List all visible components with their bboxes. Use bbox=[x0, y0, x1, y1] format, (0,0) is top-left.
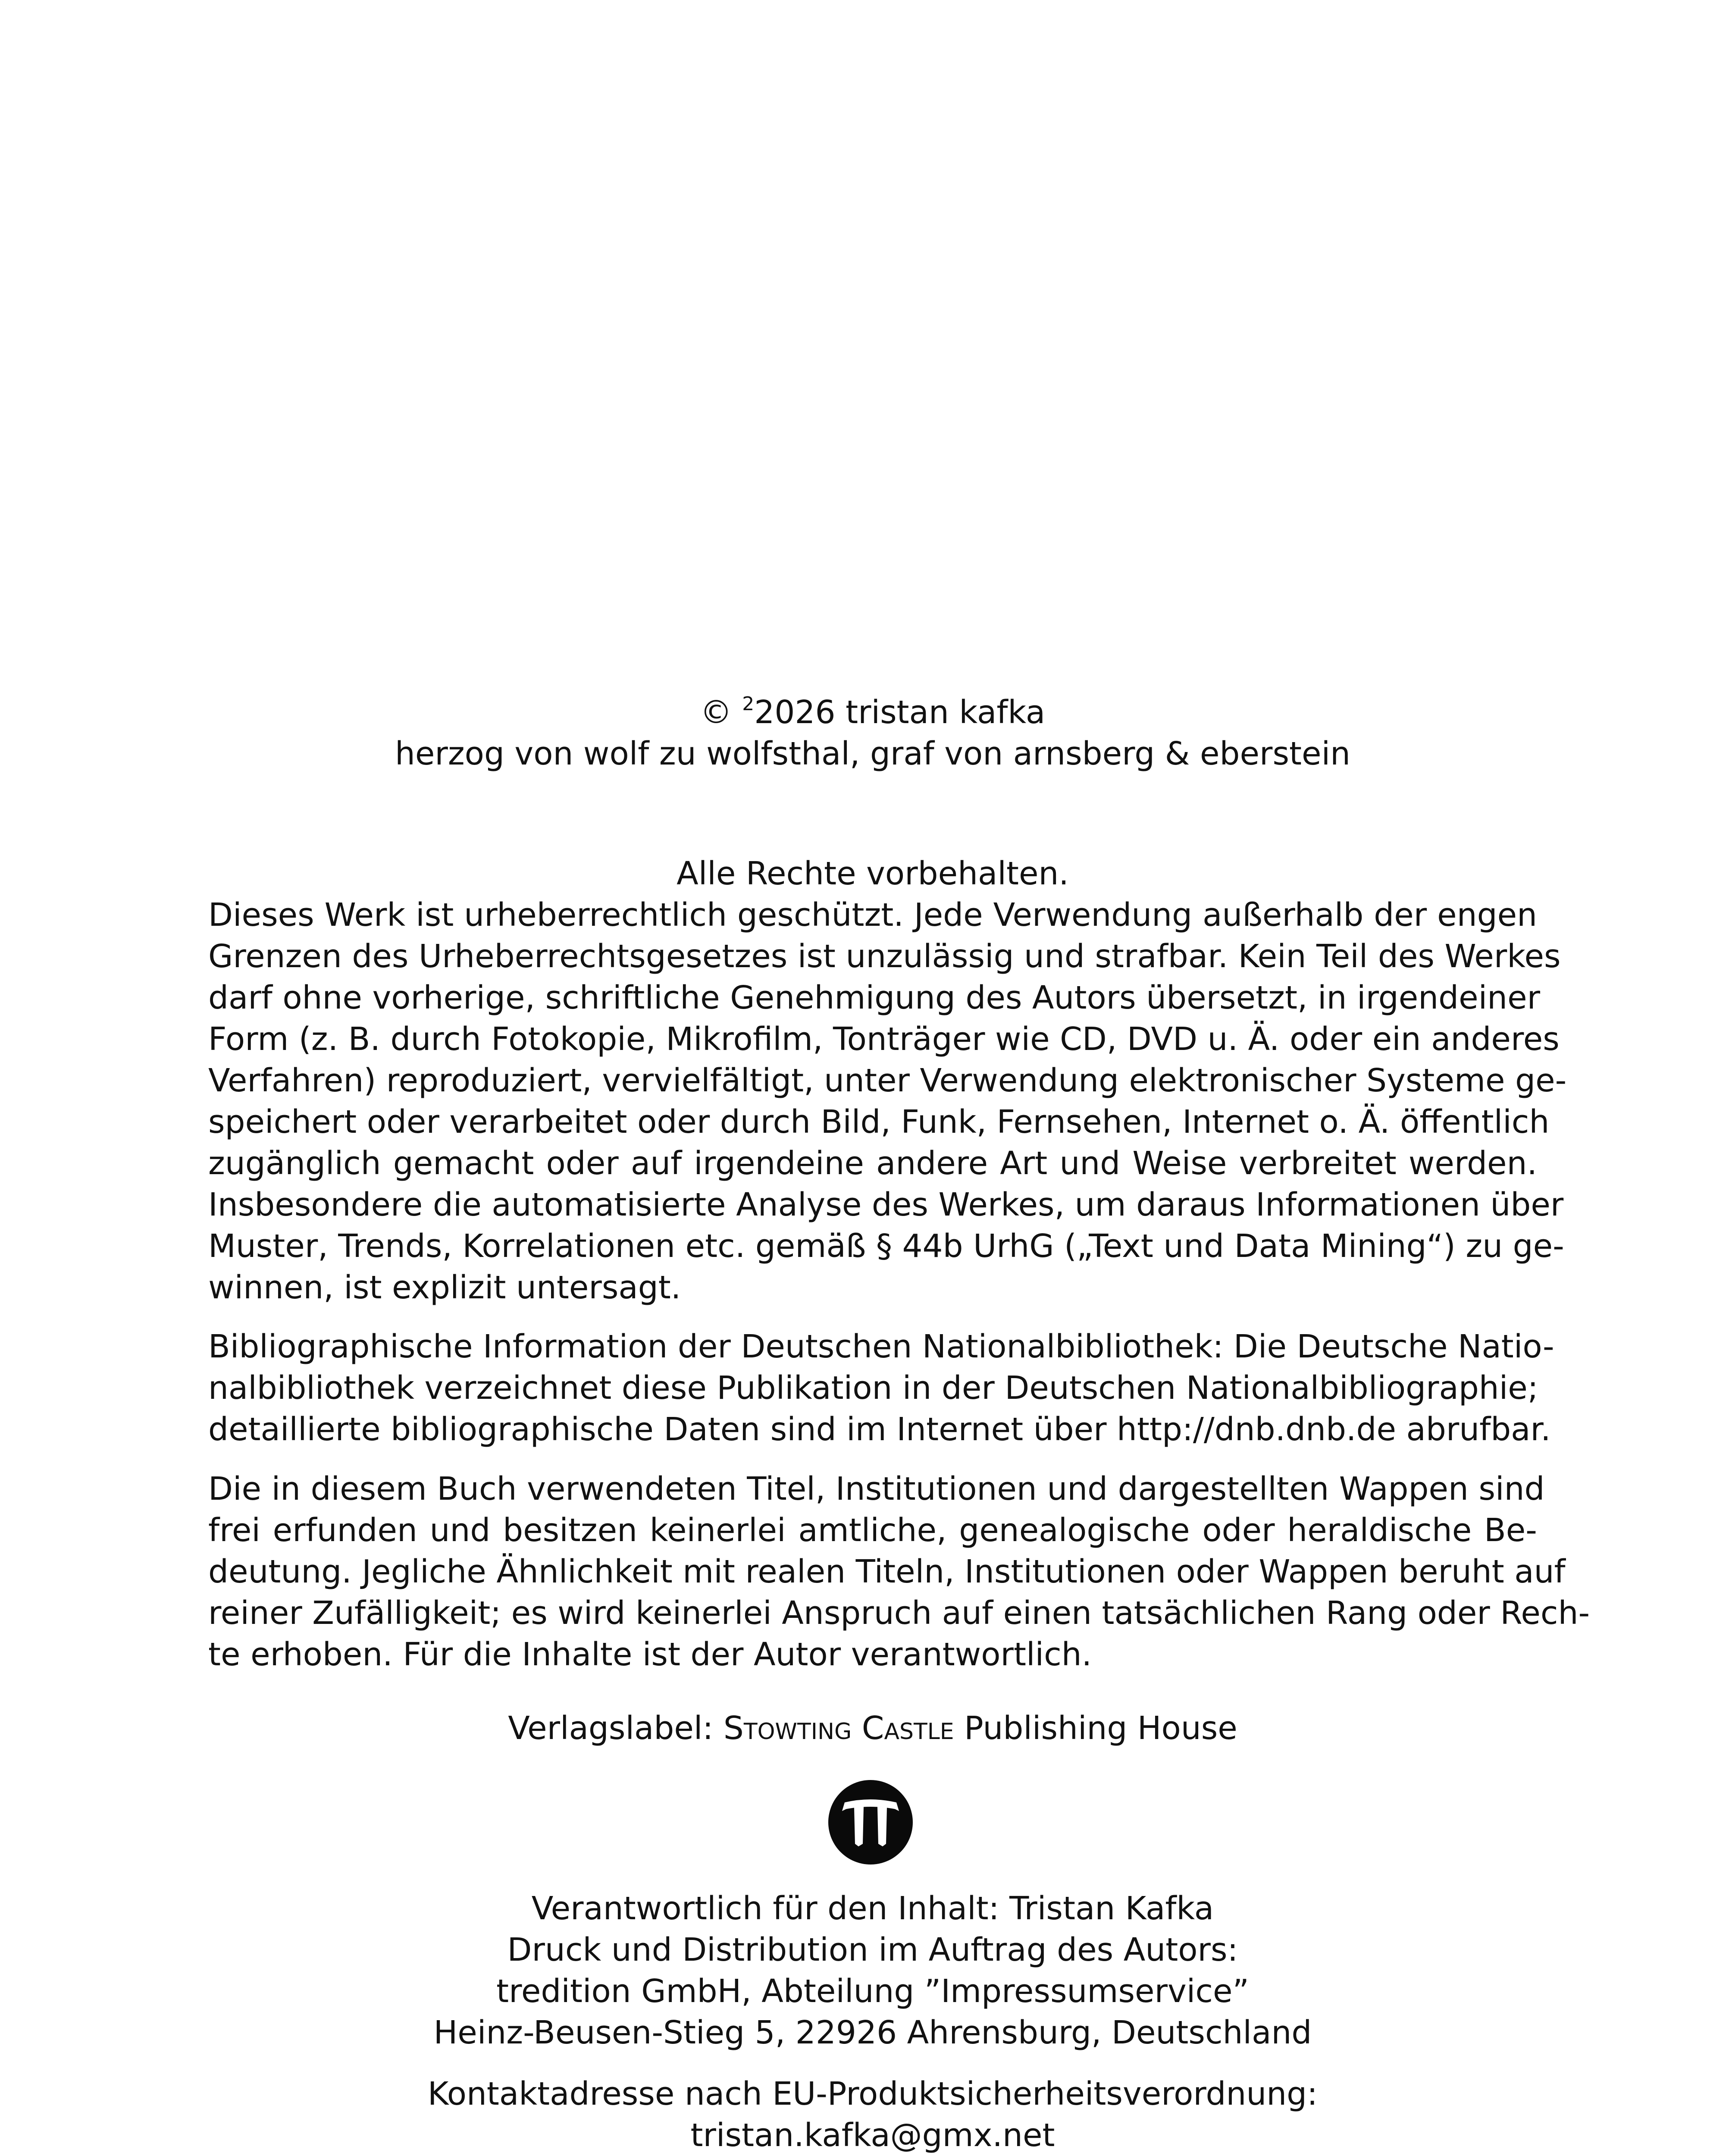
copyright-block bbox=[208, 692, 1537, 774]
rights-line: Insbesondere die automatisierte Analyse des Werkes, um daraus Informationen über bbox=[208, 1186, 1564, 1223]
rights-line: Dieses Werk ist urheberrechtlich geschützt. Jede Verwendung außerhalb der engen bbox=[208, 896, 1537, 934]
disclaimer-line: Die in diesem Buch verwendeten Titel, Institutionen und dargestellten Wappen sind bbox=[208, 1470, 1545, 1507]
bibliography-line: detaillierte bibliographische Daten sind im Internet über http://dnb.dnb.de abrufbar. bbox=[208, 1411, 1551, 1448]
responsibility-line: Verantwortlich für den Inhalt: Tristan Kafka bbox=[531, 1890, 1214, 1927]
disclaimer-line: te erhoben. Für die Inhalte ist der Autor verantwortlich. bbox=[208, 1636, 1092, 1673]
publisher-name-suffix: Publishing House bbox=[964, 1710, 1237, 1747]
publisher-line bbox=[208, 1708, 1537, 1749]
rights-heading bbox=[208, 853, 1537, 894]
copyright-year-author: 2026 tristan kafka bbox=[754, 694, 1046, 731]
rights-line: Verfahren) reproduziert, vervielfältigt, unter Verwendung elektronischer Systeme ge- bbox=[208, 1062, 1567, 1099]
rights-line: Grenzen des Urheberrechtsgesetzes ist unzulässig und strafbar. Kein Teil des Werkes bbox=[208, 938, 1561, 975]
responsibility-line: Heinz-Beusen-Stieg 5, 22926 Ahrensburg, Deutschland bbox=[433, 2014, 1312, 2051]
bibliography-line: Bibliographische Information der Deutschen Nationalbibliothek: Die Deutsche Natio- bbox=[208, 1328, 1554, 1365]
rights-line: winnen, ist explizit untersagt. bbox=[208, 1269, 681, 1306]
contact-label: Kontaktadresse nach EU-Produktsicherheitsverordnung: bbox=[427, 2075, 1318, 2112]
disclaimer-paragraph bbox=[208, 1468, 1590, 1675]
disclaimer-line: deutung. Jegliche Ähnlichkeit mit realen Titeln, Institutionen oder Wappen beruht auf bbox=[208, 1553, 1566, 1590]
publisher-name: Stowting Castle bbox=[723, 1710, 954, 1747]
copyright-line bbox=[208, 692, 1537, 733]
rights-line: speichert oder verarbeitet oder durch Bild, Funk, Fernsehen, Internet o. Ä. öffentlich bbox=[208, 1103, 1550, 1141]
publisher-label bbox=[208, 1708, 1537, 1749]
disclaimer-line: reiner Zufälligkeit; es wird keinerlei Anspruch auf einen tatsächlichen Rang oder Rech- bbox=[208, 1595, 1590, 1632]
responsibility-block bbox=[208, 1888, 1537, 2053]
rights-line: Form (z. B. durch Fotokopie, Mikrofilm, Tonträger wie CD, DVD u. Ä. oder ein anderes bbox=[208, 1021, 1560, 1058]
rights-heading-text: Alle Rechte vorbehalten. bbox=[677, 855, 1069, 892]
bibliography-line: nalbibliothek verzeichnet diese Publikation in der Deutschen Nationalbibliographie; bbox=[208, 1369, 1538, 1407]
contact-block bbox=[208, 2073, 1537, 2156]
tt-monogram-logo-icon bbox=[827, 1779, 914, 1865]
disclaimer-line: frei erfunden und besitzen keinerlei amtliche, genealogische oder heraldische Be- bbox=[208, 1512, 1537, 1549]
rights-paragraph bbox=[208, 894, 1567, 1308]
edition-number: 2 bbox=[742, 693, 755, 715]
rights-line: darf ohne vorherige, schriftliche Genehmigung des Autors übersetzt, in irgendeiner bbox=[208, 979, 1541, 1016]
publisher-label-prefix: Verlagslabel: bbox=[508, 1710, 714, 1747]
copyright-symbol: © bbox=[700, 694, 732, 731]
contact-email[interactable]: tristan.kafka@gmx.net bbox=[690, 2117, 1055, 2154]
rights-line: Muster, Trends, Korrelationen etc. gemäß § 44b UrhG („Text und Data Mining“) zu ge- bbox=[208, 1228, 1564, 1265]
responsibility-line: Druck und Distribution im Auftrag des Autors: bbox=[507, 1931, 1238, 1968]
rights-line: zugänglich gemacht oder auf irgendeine andere Art und Weise verbreitet werden. bbox=[208, 1145, 1537, 1182]
author-title-line: herzog von wolf zu wolfsthal, graf von arnsberg & eberstein bbox=[395, 735, 1351, 772]
responsibility-line: tredition GmbH, Abteilung ”Impressumservice” bbox=[496, 1973, 1249, 2010]
bibliography-paragraph bbox=[208, 1326, 1554, 1450]
